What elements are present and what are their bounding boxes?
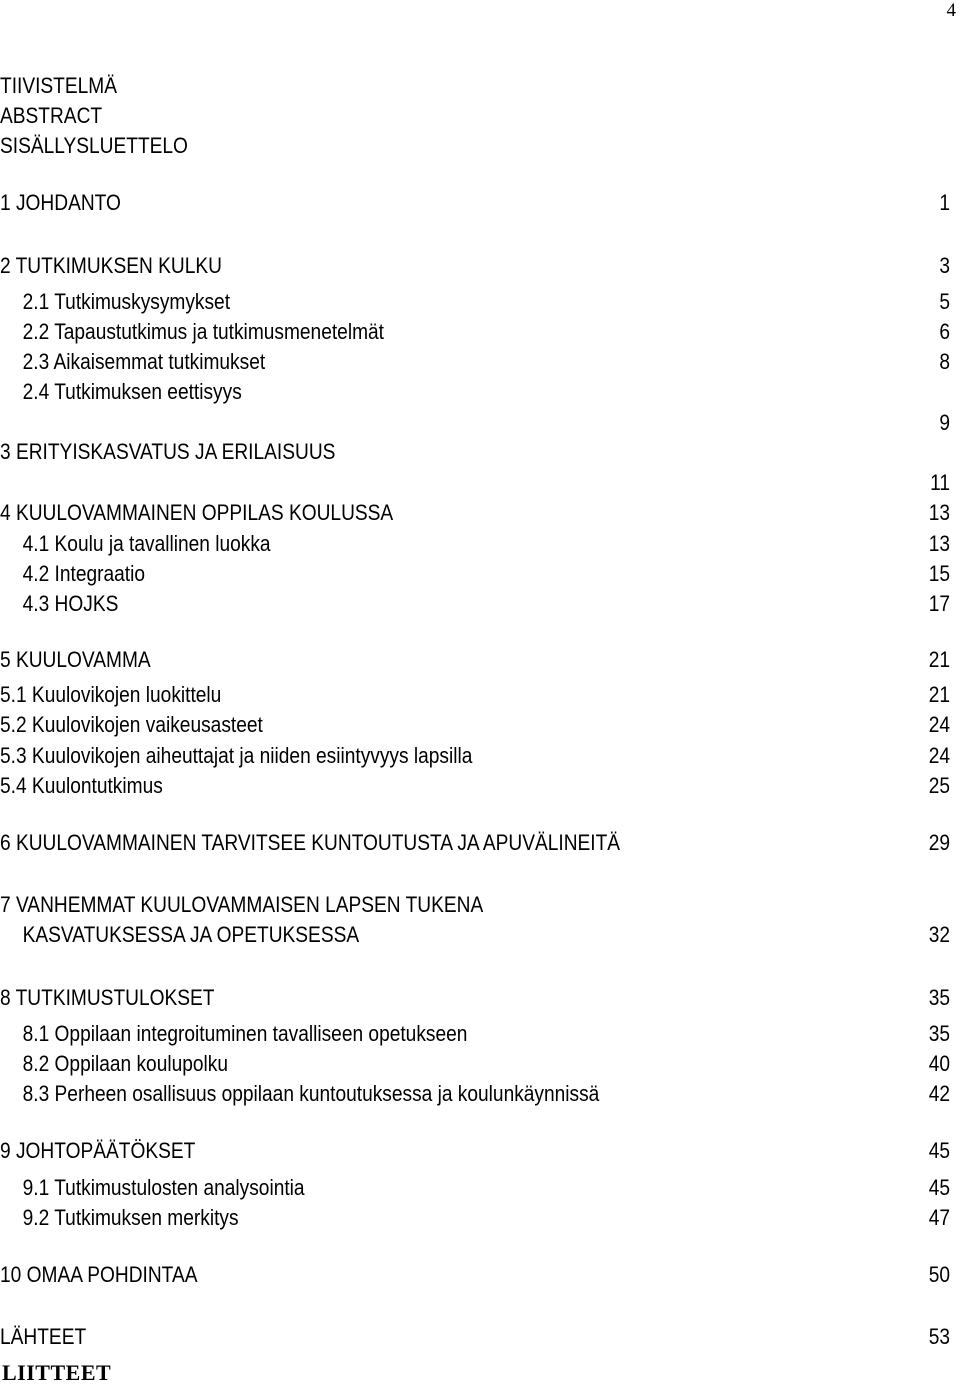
front-item: ABSTRACT (0, 103, 103, 128)
toc-entry (0, 590, 950, 618)
toc-entry (0, 318, 950, 346)
appendix-heading: LIITTEET (2, 1360, 112, 1385)
toc-title: 5.1 Kuulovikojen luokittelu (0, 682, 222, 707)
toc-entry (0, 378, 950, 406)
toc-title: 8.1 Oppilaan integroituminen tavalliseen opetukseen (22, 1021, 468, 1046)
front-item: TIIVISTELMÄ (0, 73, 118, 98)
toc-entry (0, 681, 950, 709)
toc-title: 2.2 Tapaustutkimus ja tutkimusmenetelmät (22, 319, 384, 344)
toc-entry (0, 742, 950, 770)
toc-entry (0, 1204, 950, 1232)
toc-title: 2 TUTKIMUKSEN KULKU (0, 253, 222, 278)
toc-page: 15 (928, 561, 951, 586)
toc-page: 13 (928, 500, 951, 525)
toc-page: 21 (928, 682, 951, 707)
toc-page: 6 (939, 319, 951, 344)
toc-entry (0, 1020, 950, 1048)
toc-title: 4.3 HOJKS (22, 591, 119, 616)
toc-entry (0, 530, 950, 558)
toc-title: 2.1 Tutkimuskysymykset (22, 289, 231, 314)
toc-page: 40 (928, 1051, 951, 1076)
toc-entry (0, 891, 950, 919)
toc-page: 45 (928, 1138, 951, 1163)
toc-page: 25 (928, 773, 951, 798)
toc-entry (0, 711, 950, 739)
toc-title: 7 VANHEMMAT KUULOVAMMAISEN LAPSEN TUKENA (0, 892, 484, 917)
toc-page: 42 (928, 1081, 951, 1106)
page-number: 4 (946, 0, 956, 21)
toc-title: 4.2 Integraatio (22, 561, 146, 586)
toc-page: 47 (928, 1205, 951, 1230)
toc-title: 10 OMAA POHDINTAA (0, 1262, 198, 1287)
toc-page: 32 (928, 922, 951, 947)
toc-entry (0, 1174, 950, 1202)
toc-entry (0, 189, 950, 217)
toc-entry (0, 1323, 950, 1351)
toc-page: 50 (928, 1262, 951, 1287)
toc-title: 9 JOHTOPÄÄTÖKSET (0, 1138, 196, 1163)
toc-title: 5.3 Kuulovikojen aiheuttajat ja niiden esiintyvyys lapsilla (0, 743, 473, 768)
toc-title: 8.2 Oppilaan koulupolku (22, 1051, 228, 1076)
toc-entry (0, 560, 950, 588)
toc-page: 45 (928, 1175, 951, 1200)
toc-entry (0, 409, 950, 437)
toc-entry (0, 348, 950, 376)
toc-title: LÄHTEET (0, 1324, 87, 1349)
toc-entry (0, 438, 950, 466)
toc-title: 1 JOHDANTO (0, 190, 121, 215)
toc-title: 5 KUULOVAMMA (0, 647, 151, 672)
toc-title: KASVATUKSESSA JA OPETUKSESSA (22, 922, 360, 947)
toc-title: 4.1 Koulu ja tavallinen luokka (22, 531, 271, 556)
toc-entry (0, 1137, 950, 1165)
toc-title: 2.3 Aikaisemmat tutkimukset (22, 349, 266, 374)
toc-page: 35 (928, 1021, 951, 1046)
toc-entry (0, 772, 950, 800)
toc-title: 6 KUULOVAMMAINEN TARVITSEE KUNTOUTUSTA JA APUVÄLINEITÄ (0, 830, 621, 855)
front-item: SISÄLLYSLUETTELO (0, 133, 188, 158)
toc-page: 5 (939, 289, 951, 314)
toc-page: 21 (928, 647, 951, 672)
toc-entry (0, 469, 950, 497)
toc-title: 4 KUULOVAMMAINEN OPPILAS KOULUSSA (0, 500, 394, 525)
toc-title: 5.2 Kuulovikojen vaikeusasteet (0, 712, 263, 737)
toc-page: 17 (928, 591, 951, 616)
toc-page: 11 (930, 470, 951, 495)
toc-entry (0, 829, 950, 857)
toc-page: 9 (939, 410, 951, 435)
toc-page: 13 (928, 531, 951, 556)
toc-entry (0, 1261, 950, 1289)
toc-entry (0, 1080, 950, 1108)
toc-entry (0, 1050, 950, 1078)
toc-page: 53 (928, 1324, 951, 1349)
toc-title: 9.2 Tutkimuksen merkitys (22, 1205, 239, 1230)
toc-title: 3 ERITYISKASVATUS JA ERILAISUUS (0, 439, 336, 464)
toc-entry (0, 921, 950, 949)
toc-title: 8 TUTKIMUSTULOKSET (0, 985, 215, 1010)
toc-page: 8 (939, 349, 951, 374)
toc-entry (0, 499, 950, 527)
toc-title: 8.3 Perheen osallisuus oppilaan kuntoutuksessa ja koulunkäynnissä (22, 1081, 600, 1106)
toc-page: 24 (928, 712, 951, 737)
toc-title: 2.4 Tutkimuksen eettisyys (22, 379, 242, 404)
toc-page: 29 (928, 830, 951, 855)
toc-entry (0, 252, 950, 280)
toc-title: 5.4 Kuulontutkimus (0, 773, 163, 798)
toc-title: 9.1 Tutkimustulosten analysointia (22, 1175, 305, 1200)
toc-entry (0, 984, 950, 1012)
toc-entry (0, 646, 950, 674)
toc-page: 24 (928, 743, 951, 768)
toc-page: 35 (928, 985, 951, 1010)
toc-entry (0, 288, 950, 316)
toc-page: 3 (939, 253, 951, 278)
toc-page: 1 (939, 190, 951, 215)
